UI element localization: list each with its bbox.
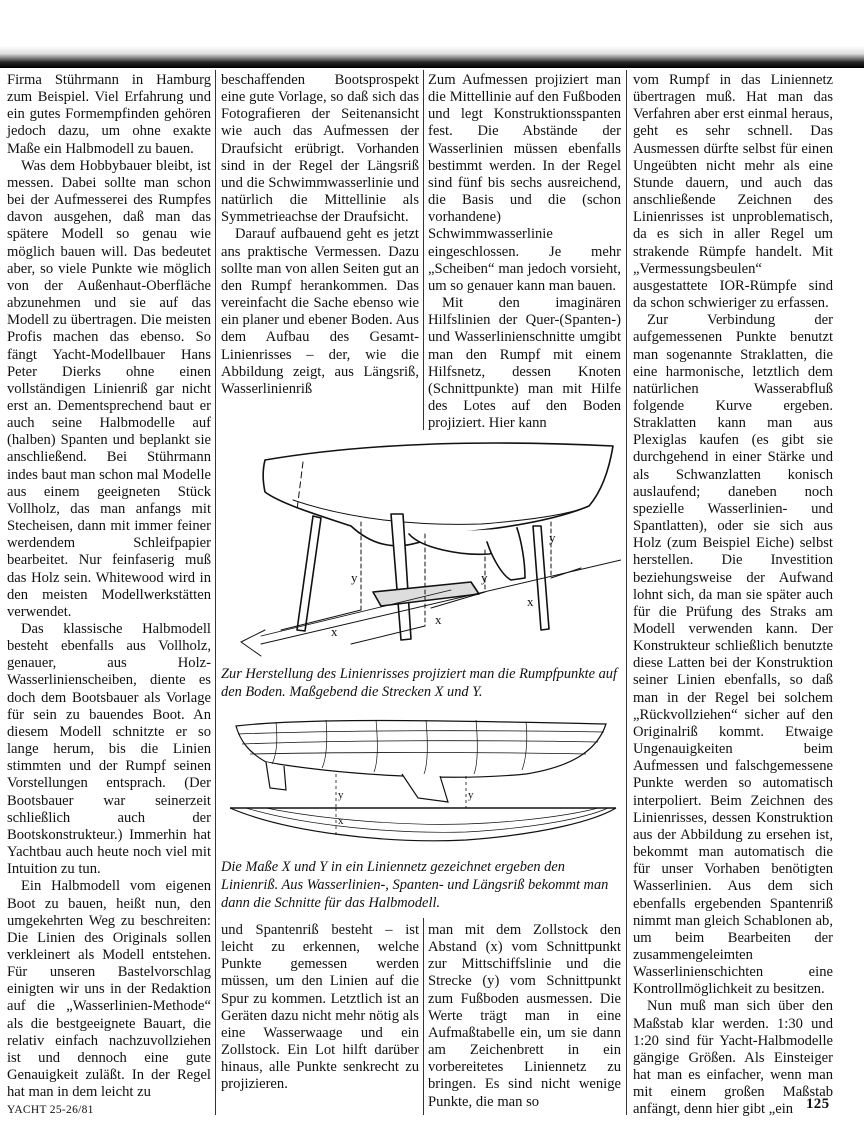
figure-caption: Zur Herstellung des Linienrisses projiziert man die Rumpfpunkte auf den Boden. Maßgebend die Strecken X und Y.: [221, 666, 617, 700]
waterline: [242, 741, 598, 744]
dimension-label: x: [331, 624, 338, 639]
stand-leg: [533, 526, 549, 630]
header-rule: [0, 46, 864, 68]
support-block: [373, 582, 479, 606]
profile-keel: [402, 774, 448, 802]
text-column-2-lower: [221, 922, 419, 1094]
paragraph: Das klassische Halbmodell besteht ebenfalls aus Vollholz, genauer, aus Holz-Wasserlinienscheiben, diente es doch dem Bootsbauer als Vorlage für sein zu bauendes Boot. An diesem Modell schnitzte er so lange herum, bis die Linien stimmten und der Rumpf seinen Vorstellungen entsprach. (Der Bootsbauer war seinerzeit schließlich auch der Bootskonstrukteur.) Immerhin hat Yachtbau auch heute noch viel mit Intuition zu tun.: [7, 621, 211, 878]
station-line: [522, 722, 527, 770]
text-column-4: [633, 72, 833, 1119]
halfbreadth-line: [266, 808, 598, 824]
waterline: [250, 753, 586, 755]
paragraph: beschaffenden Bootsprospekt eine gute Vorlage, so daß sich das Fotografieren der Seitenansicht wie auch das Aufmessen der Draufsicht erübrigt. Vorhanden sind in der Regel der Längsriß und die Schwimmwasserlinie und natürlich die Mittellinie als Symmetrieachse der Draufsicht.: [221, 72, 419, 226]
station-line: [474, 720, 477, 774]
dimension-label: y: [351, 570, 358, 585]
page-number: 125: [806, 1096, 830, 1112]
profile-hull: [236, 721, 606, 778]
stand-leg: [297, 516, 321, 631]
dimension-label: y: [549, 530, 556, 545]
paragraph: Mit den imaginären Hilfslinien der Quer-(Spanten-) und Wasserlinienschnitte umgibt man den Rumpf mit einem Hilfsnetz, dessen Knoten (Schnittpunkte) man mit Hilfe des Lotes auf den Boden projiziert. Hier kann: [428, 295, 621, 432]
dimension-label: x: [338, 815, 344, 827]
station-line: [424, 720, 427, 774]
column-divider: [423, 70, 424, 430]
dimension-label: x: [435, 612, 442, 627]
paragraph: Was dem Hobbybauer bleibt, ist messen. Dabei sollte man schon bei der Aufmesserei des Rumpfes davon ausgehen, daß man das spätere Modell so genau wie möglich bauen will. Das bedeutet aber, so viele Punkte wie möglich von der Außenhaut-Oberfläche abzunehmen und sie auf das Modell zu übertragen. Die meisten Profis machen das ebenso. So fängt Yacht-Modellbauer Hans Peter Dierks ohne einen vollständigen Linienriß gar nicht erst an. Dementsprechend baut er auch seine Halbmodelle auf (halben) Spanten und beplankt sie anschließend. Bei Stührmann indes baut man schon mal Modelle aus einem geeigneten Stück Vollholz, das man anfangs mit Stecheisen, dann mit immer feiner werdendem Schleifpapier bearbeitet. Nur feinfaserig muß das Holz sein. Whitewood wird in den meisten Modellwerkstätten verwendet.: [7, 157, 211, 620]
text-column-3: [428, 72, 621, 432]
paragraph: vom Rumpf in das Liniennetz übertragen muß. Hat man das Verfahren aber erst einmal heraus, geht es sehr schnell. Das Ausmessen dürfte selbst für einen Ungeübten nicht mehr als eine Stunde dauern, und auch das anschließende Zeichnen des Linienrisses ist unproblematisch, da es sich in aller Regel um strakende Rümpfe handelt. Mit „Vermessungsbeulen“ ausgestattete IOR-Rümpfe sind da schon schwieriger zu erfassen.: [633, 72, 833, 312]
dimension-label: y: [481, 570, 488, 585]
paragraph: Zur Verbindung der aufgemessenen Punkte benutzt man sogenannte Straklatten, die eine harmonische, letztlich dem natürlichen Wasserabfluß folgende Kurve ergeben. Straklatten kann man aus Plexiglas kaufen (es gibt sie durchgehend in einer Stärke und als Schwanzlatten konisch auslaufend; daneben noch spezielle Wasserlinien- und Spantlatten), oder sie sich aus Holz (zum Beispiel Eiche) selbst herstellen. Die Investition beziehungsweise der Aufwand lohnt sich, da man sie später auch für die Prüfung des Straks am Modell verwenden kann. Der Konstrukteur schließlich benutzte diese Latten bei der Konstruktion seiner Linien ebenfalls, so daß man in der Regel bei solchem „Rückvollziehen“ sicher auf den Originalriß kommt. Etwaige Ungenauigkeiten beim Aufmessen und falschgemessene Punkte werden so automatisch interpoliert. Beim Zeichnen des Linienrisses, dessen Konstruktion aus der Abbildung zu ersehen ist, bekommt man automatisch die für unser Vorhaben benötigten Wasserlinien. Aus dem sich ebenfalls ergebenden Spantenriß nimmt man gleich Schablonen ab, um beim Bearbeiten der zusammengeleimten Wasserlinienschichten eine Kontrollmöglichkeit zu besitzen.: [633, 312, 833, 998]
dimension-label: y: [468, 789, 474, 801]
paragraph: Zum Aufmessen projiziert man die Mittellinie auf den Fußboden und legt Konstruktionsspanten fest. Die Abstände der Wasserlinien müssen ebenfalls bestimmt werden. In der Regel sind fünf bis sechs ausreichend, die Basis und die (schon vorhandene) Schwimmwasserlinie eingeschlossen. Je mehr „Scheiben“ man jedoch vorsieht, um so genauer kann man bauen.: [428, 72, 621, 294]
paragraph: Nun muß man sich über den Maßstab klar werden. 1:30 und 1:20 sind für Yacht-Halbmodelle gängige Größen. Als Einsteiger hat man es einfacher, wenn man mit einem großen Maßstab anfängt, denn hier gibt „ein: [633, 998, 833, 1118]
hull-projection-figure: [221, 430, 621, 662]
lines-plan-figure: [226, 712, 621, 858]
column-divider: [626, 70, 627, 1115]
station-line: [322, 720, 327, 768]
paragraph: und Spantenriß besteht – ist leicht zu erkennen, welche Punkte gemessen werden müssen, um den Linien auf die Spur zu kommen. Letztlich ist an Geräten dazu nicht mehr nötig als eine Wasserwaage und ein Zollstock. Ein Lot hilft darüber hinaus, alle Punkte senkrecht zu projizieren.: [221, 922, 419, 1093]
station-line: [374, 720, 377, 772]
text-column-3-lower: [428, 922, 621, 1111]
dimension-label: x: [527, 594, 534, 609]
paragraph: Darauf aufbauend geht es jetzt ans praktische Vermessen. Dazu sollte man von allen Seiten gut an den Rumpf herankommen. Das vereinfacht die Sache ebenso wie ein planer und ebener Boden. Aus dem Aufbau des Gesamt-Linienrisses – der, wie die Abbildung zeigt, aus Längsriß, Wasserlinienriß: [221, 226, 419, 397]
floor-line: [261, 590, 451, 636]
column-divider: [423, 918, 424, 1115]
profile-rudder: [266, 762, 286, 790]
paragraph: Firma Stührmann in Hamburg zum Beispiel. Viel Erfahrung und ein gutes Formempfinden gehören jedoch dazu, um ohne exakte Maße ein Halbmodell zu bauen.: [7, 72, 211, 157]
dimension-label: y: [338, 789, 344, 801]
floor-line: [261, 560, 621, 644]
page-header-band: [0, 0, 864, 66]
column-divider: [215, 70, 216, 1115]
text-column-2: [221, 72, 419, 398]
paragraph: man mit dem Zollstock den Abstand (x) vom Schnittpunkt zur Mittschiffslinie und die Strecke (y) vom Schnittpunkt zum Fußboden ausmessen. Die Werte trägt man in eine Aufmaßtabelle ein, um sie dann am Zeichenbrett in ein vorbereitetes Liniennetz zu bringen. Es sind nicht wenige Punkte, die man so: [428, 922, 621, 1110]
text-column-1: [7, 72, 211, 1101]
paragraph: Ein Halbmodell vom eigenen Boot zu bauen, heißt nun, den umgekehrten Weg zu beschreiten: Die Linien des Originals sollen verkleinert als Modell entstehen. Für unseren Bastelvorschlag einigten wir uns in der Redaktion auf die „Wasserlinien-Methode“ als die bestgeeignete Bauart, die relativ einfach nachzuvollziehen ist und dennoch eine gute Genauigkeit zuläßt. In der Regel hat man in dem leicht zu: [7, 878, 211, 1101]
figure-caption: Die Maße X und Y in ein Liniennetz gezeichnet ergeben den Linienriß. Aus Wasserlinien-, Spanten- und Längsriß bekommt man dann die Schnitte für das Halbmodell.: [221, 859, 609, 911]
issue-label: YACHT 25-26/81: [7, 1104, 94, 1116]
waterline: [238, 731, 604, 734]
